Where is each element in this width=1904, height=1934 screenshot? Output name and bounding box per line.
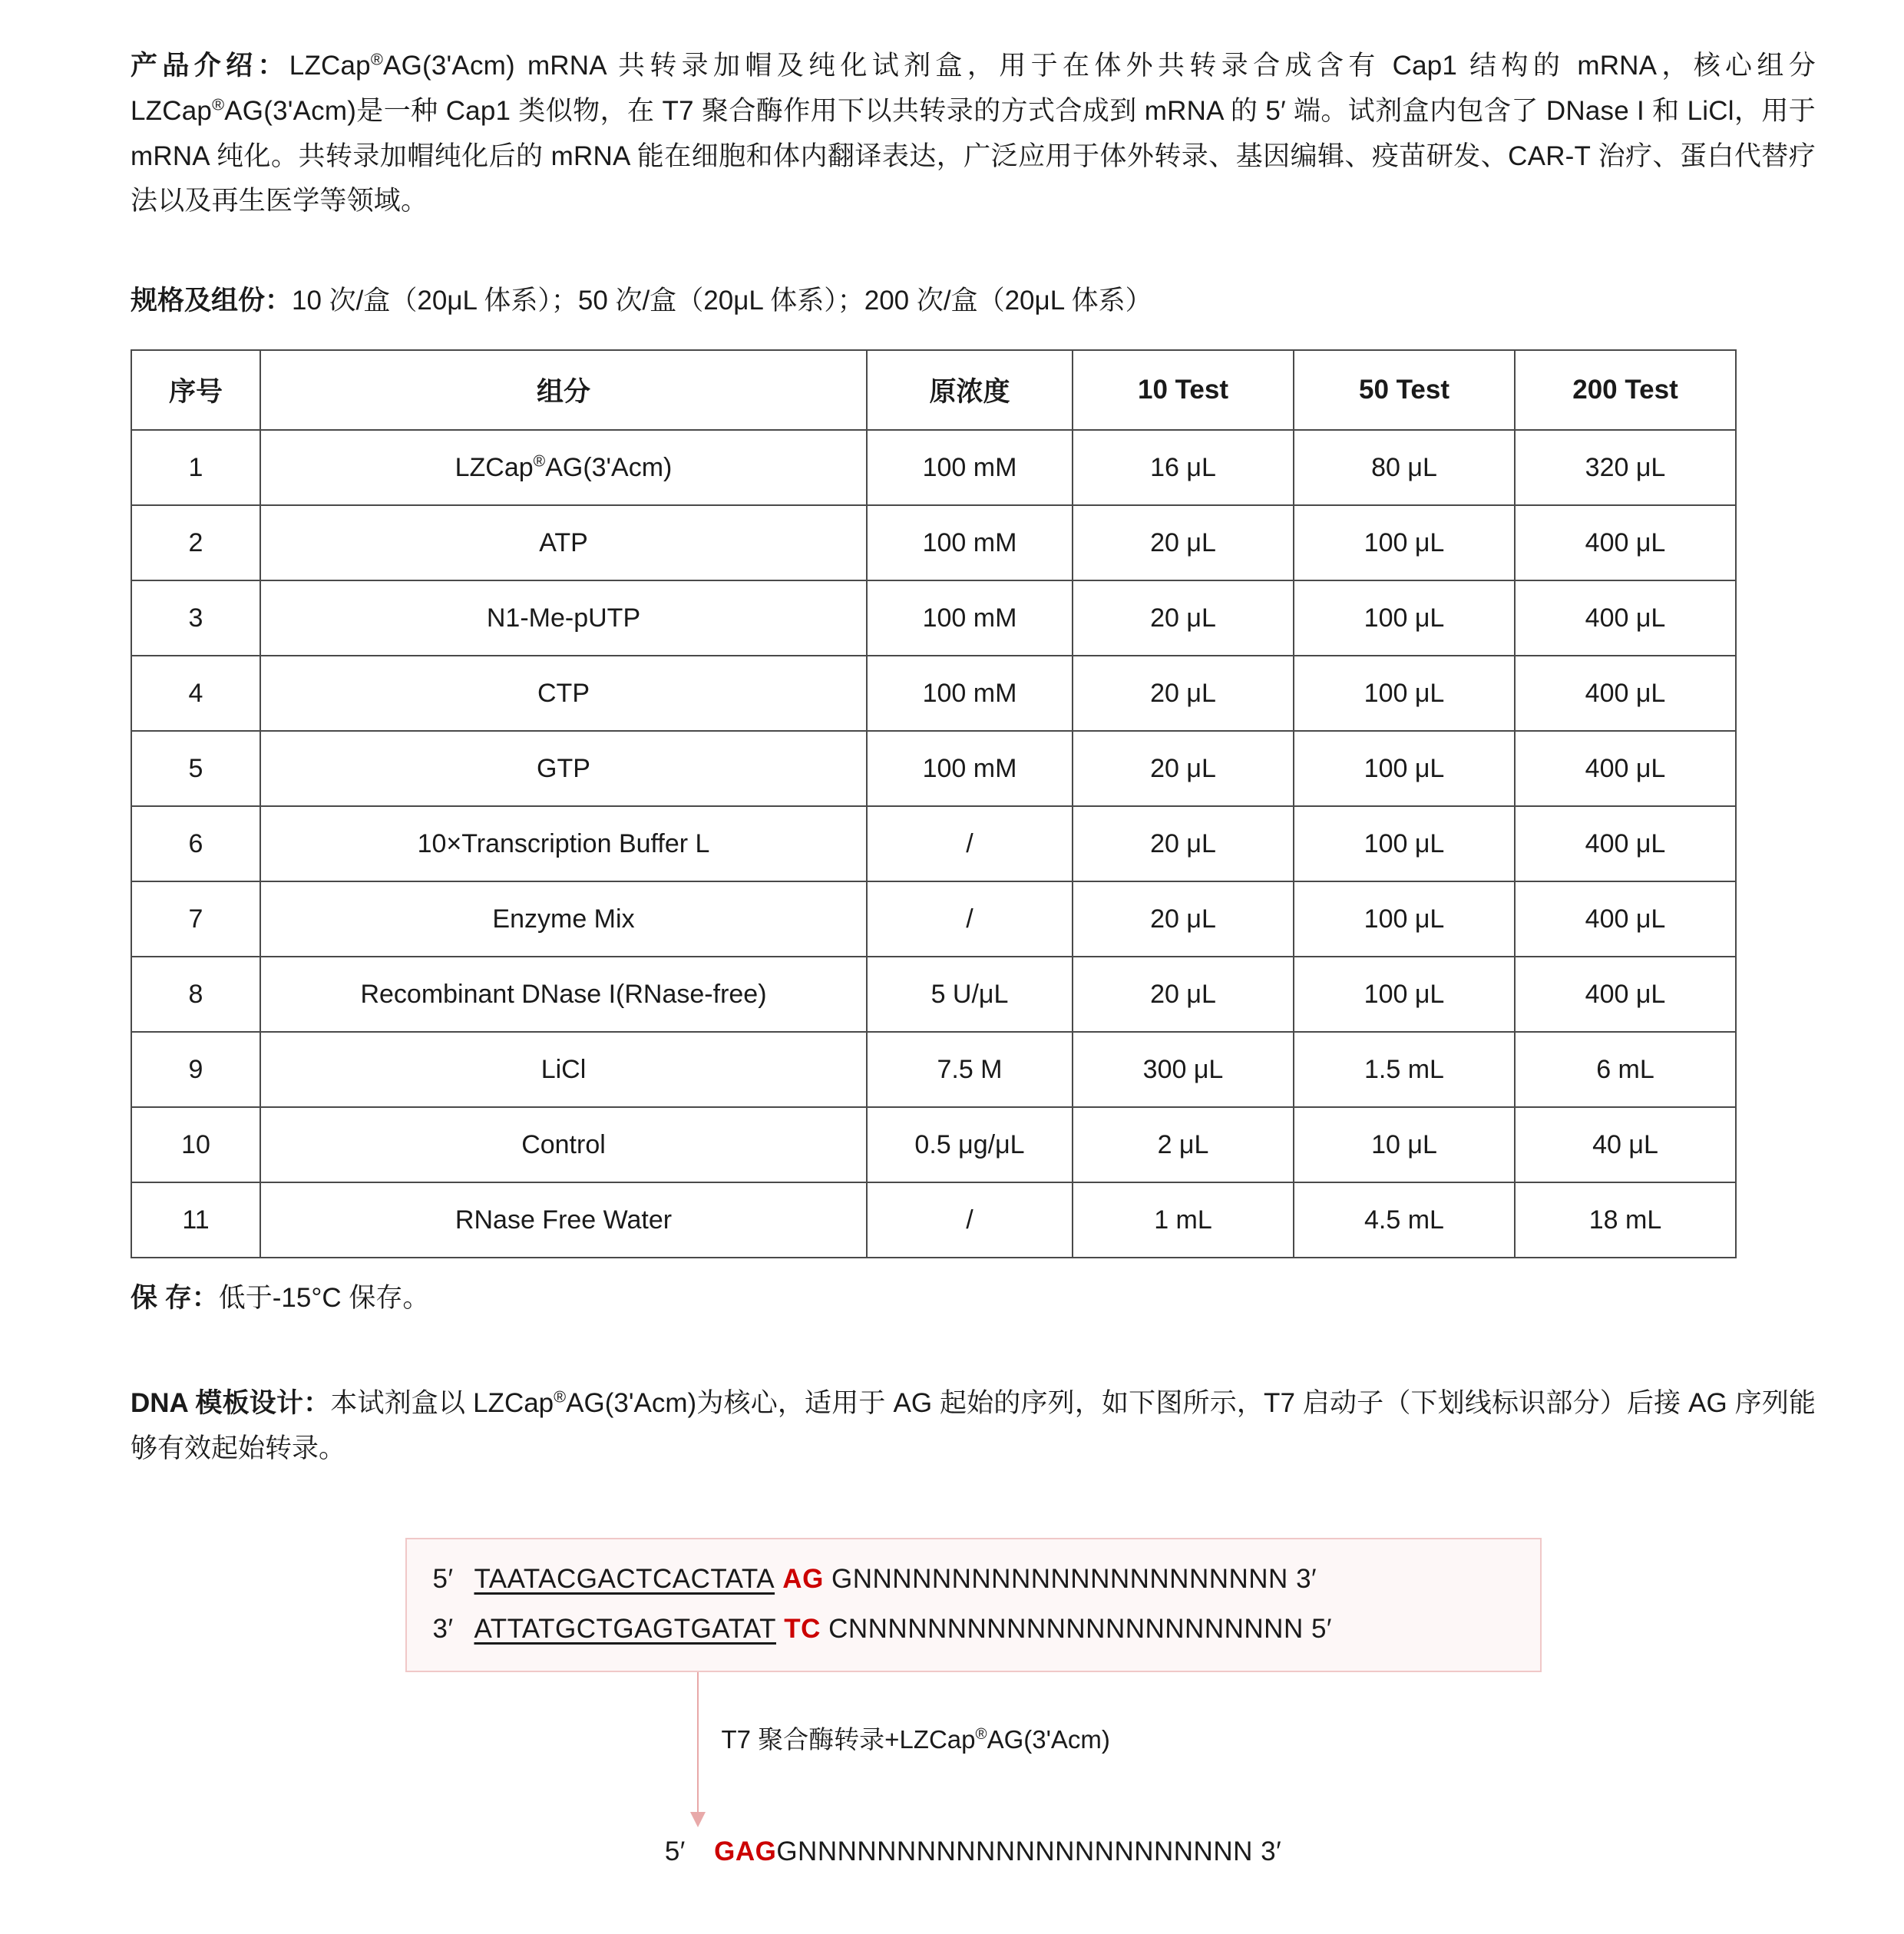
cell-200-test: 400 μL: [1515, 957, 1736, 1032]
product-intro-text-3: AG(3'Acm)是一种 Cap1 类似物，在 T7 聚合酶作用下以共转录的方式合成到 mRNA 的 5′ 端。试剂盒内包含了 DNase I 和 LiCl，用于 mRNA 纯化。共转录加帽纯化后的 mRNA 能在细胞和体内翻译表达，广泛应用于体外转录、基因编辑、疫苗研发、CAR-T 治疗、蛋白代替疗法以及再生医学等领域。: [131, 95, 1816, 217]
registered-mark-icon: ®: [533, 452, 546, 471]
cell-concentration: 0.5 μg/μL: [867, 1107, 1073, 1182]
cell-concentration: /: [867, 881, 1073, 957]
cell-50-test: 100 μL: [1294, 881, 1515, 957]
cell-200-test: 6 mL: [1515, 1032, 1736, 1107]
ag-start-highlight: AG: [782, 1563, 824, 1594]
registered-mark-icon: ®: [212, 94, 225, 114]
cell-200-test: 400 μL: [1515, 656, 1736, 731]
cell-10-test: 16 μL: [1073, 430, 1294, 505]
antisense-strand-3prime: 3′: [432, 1613, 454, 1644]
sense-strand-row: [433, 1555, 1514, 1605]
cell-200-test: 400 μL: [1515, 881, 1736, 957]
product-intro-text-1: LZCap: [289, 51, 371, 81]
specification-value: 10 次/盒（20μL 体系）；50 次/盒（20μL 体系）；200 次/盒（20μL 体系）: [292, 286, 1152, 316]
cell-10-test: 20 μL: [1073, 580, 1294, 656]
kit-components-table: [131, 349, 1737, 1258]
cell-component: [260, 430, 867, 505]
cell-component: CTP: [260, 656, 867, 731]
cell-no: 10: [131, 1107, 260, 1182]
dna-template-design-text-1: 本试剂盒以 LZCap: [330, 1388, 554, 1419]
specification-line: [131, 279, 1816, 322]
transcription-caption-pre: T7 聚合酶转录+LZCap: [721, 1725, 976, 1754]
table-row: [131, 806, 1736, 881]
cell-50-test: 100 μL: [1294, 580, 1515, 656]
cell-concentration: /: [867, 806, 1073, 881]
cell-concentration: 100 mM: [867, 731, 1073, 806]
cell-concentration: /: [867, 1182, 1073, 1258]
column-header-10-test: 10 Test: [1073, 350, 1294, 430]
cap-ag-highlight: AG: [735, 1836, 777, 1867]
cell-50-test: 100 μL: [1294, 731, 1515, 806]
cell-concentration: 100 mM: [867, 580, 1073, 656]
cell-200-test: 400 μL: [1515, 731, 1736, 806]
table-row: [131, 430, 1736, 505]
table-row: [131, 1182, 1736, 1258]
arrow-line: [697, 1672, 699, 1815]
sense-strand-5prime: 5′: [432, 1563, 454, 1594]
transcription-caption-post: AG(3'Acm): [987, 1725, 1110, 1754]
table-header-row: [131, 350, 1736, 430]
duplex-sequence-box: [405, 1538, 1542, 1673]
t7-promoter-sense: TAATACGACTCACTATA: [474, 1563, 775, 1594]
registered-mark-icon: ®: [554, 1387, 567, 1407]
dna-template-design-text-2: AG(3'Acm)为核心，适用于 AG 起始的序列，如下图所示，T7 启动子（下划线标识部分）后接 AG 序列能够有效起始转录。: [131, 1388, 1816, 1463]
cell-concentration: 5 U/μL: [867, 957, 1073, 1032]
table-row: [131, 731, 1736, 806]
transcription-caption: [722, 1720, 1110, 1756]
cell-no: 8: [131, 957, 260, 1032]
cell-no: 11: [131, 1182, 260, 1258]
mrna-body: GNNNNNNNNNNNNNNNNNNNNNNN: [776, 1836, 1253, 1867]
registered-mark-icon: ®: [370, 49, 384, 69]
cell-component: ATP: [260, 505, 867, 580]
cell-10-test: 2 μL: [1073, 1107, 1294, 1182]
table-row: [131, 1107, 1736, 1182]
column-header-no: 序号: [131, 350, 260, 430]
cell-50-test: 80 μL: [1294, 430, 1515, 505]
cell-10-test: 20 μL: [1073, 731, 1294, 806]
table-row: [131, 881, 1736, 957]
cell-10-test: 20 μL: [1073, 881, 1294, 957]
cell-200-test: 400 μL: [1515, 580, 1736, 656]
cell-50-test: 100 μL: [1294, 806, 1515, 881]
registered-mark-icon: ®: [975, 1725, 987, 1744]
cell-component: Recombinant DNase I(RNase-free): [260, 957, 867, 1032]
cell-component: Control: [260, 1107, 867, 1182]
t7-promoter-antisense: ATTATGCTGAGTGATAT: [474, 1613, 776, 1644]
cell-concentration: 100 mM: [867, 505, 1073, 580]
component-name-pre: LZCap: [455, 452, 534, 482]
component-name-post: AG(3'Acm): [545, 452, 673, 482]
tc-start-highlight: TC: [784, 1613, 821, 1644]
cell-50-test: 100 μL: [1294, 957, 1515, 1032]
table-row: [131, 957, 1736, 1032]
column-header-200-test: 200 Test: [1515, 350, 1736, 430]
product-intro-paragraph: [131, 44, 1816, 224]
table-row: [131, 580, 1736, 656]
cell-200-test: 400 μL: [1515, 505, 1736, 580]
antisense-strand-5prime: 5′: [1311, 1613, 1332, 1644]
cell-200-test: 40 μL: [1515, 1107, 1736, 1182]
sense-strand-3prime: 3′: [1296, 1563, 1317, 1594]
cell-concentration: 7.5 M: [867, 1032, 1073, 1107]
cell-50-test: 10 μL: [1294, 1107, 1515, 1182]
cell-10-test: 20 μL: [1073, 505, 1294, 580]
storage-value: 低于-15°C 保存。: [218, 1283, 430, 1314]
cell-200-test: 320 μL: [1515, 430, 1736, 505]
cell-component: 10×Transcription Buffer L: [260, 806, 867, 881]
cell-component: RNase Free Water: [260, 1182, 867, 1258]
arrow-head-icon: [690, 1812, 706, 1827]
cell-no: 5: [131, 731, 260, 806]
storage-label: 保 存：: [131, 1283, 219, 1314]
cell-component: Enzyme Mix: [260, 881, 867, 957]
cell-no: 3: [131, 580, 260, 656]
cell-no: 2: [131, 505, 260, 580]
cap-g-highlight: G: [714, 1836, 735, 1867]
cell-no: 4: [131, 656, 260, 731]
cell-50-test: 1.5 mL: [1294, 1032, 1515, 1107]
table-row: [131, 656, 1736, 731]
product-intro-text-2: AG(3'Acm) mRNA 共转录加帽及纯化试剂盒，用于在体外共转录合成含有 Cap1 结构的 mRNA，核心组分 LZCap: [131, 51, 1816, 126]
dna-template-design-label: DNA 模板设计：: [131, 1388, 331, 1419]
cell-200-test: 400 μL: [1515, 806, 1736, 881]
cell-10-test: 20 μL: [1073, 957, 1294, 1032]
column-header-50-test: 50 Test: [1294, 350, 1515, 430]
mrna-5prime: 5′: [664, 1836, 686, 1867]
storage-line: [131, 1277, 1816, 1315]
cell-no: 7: [131, 881, 260, 957]
cell-no: 1: [131, 430, 260, 505]
cell-10-test: 20 μL: [1073, 656, 1294, 731]
cell-component: LiCl: [260, 1032, 867, 1107]
cell-component: N1-Me-pUTP: [260, 580, 867, 656]
cell-component: GTP: [260, 731, 867, 806]
cell-50-test: 100 μL: [1294, 505, 1515, 580]
capped-mrna-sequence: [665, 1836, 1281, 1867]
antisense-strand-body: CNNNNNNNNNNNNNNNNNNNNNNN: [828, 1613, 1304, 1644]
cell-no: 6: [131, 806, 260, 881]
transcription-arrow-block: [405, 1672, 1542, 1833]
specification-label: 规格及组份：: [131, 286, 293, 316]
dna-template-design-paragraph: [131, 1381, 1816, 1472]
cell-10-test: 1 mL: [1073, 1182, 1294, 1258]
cell-10-test: 300 μL: [1073, 1032, 1294, 1107]
antisense-strand-row: [433, 1605, 1514, 1655]
cell-50-test: 4.5 mL: [1294, 1182, 1515, 1258]
product-intro-label: 产品介绍：: [131, 51, 289, 81]
sense-strand-body: GNNNNNNNNNNNNNNNNNNNNNN: [831, 1563, 1288, 1594]
column-header-component: 组分: [260, 350, 867, 430]
cell-concentration: 100 mM: [867, 430, 1073, 505]
cell-no: 9: [131, 1032, 260, 1107]
cell-50-test: 100 μL: [1294, 656, 1515, 731]
column-header-concentration: 原浓度: [867, 350, 1073, 430]
table-row: [131, 1032, 1736, 1107]
cell-concentration: 100 mM: [867, 656, 1073, 731]
sequence-diagram: [131, 1538, 1816, 1868]
cell-10-test: 20 μL: [1073, 806, 1294, 881]
cell-200-test: 18 mL: [1515, 1182, 1736, 1258]
mrna-3prime: 3′: [1261, 1836, 1282, 1867]
table-row: [131, 505, 1736, 580]
